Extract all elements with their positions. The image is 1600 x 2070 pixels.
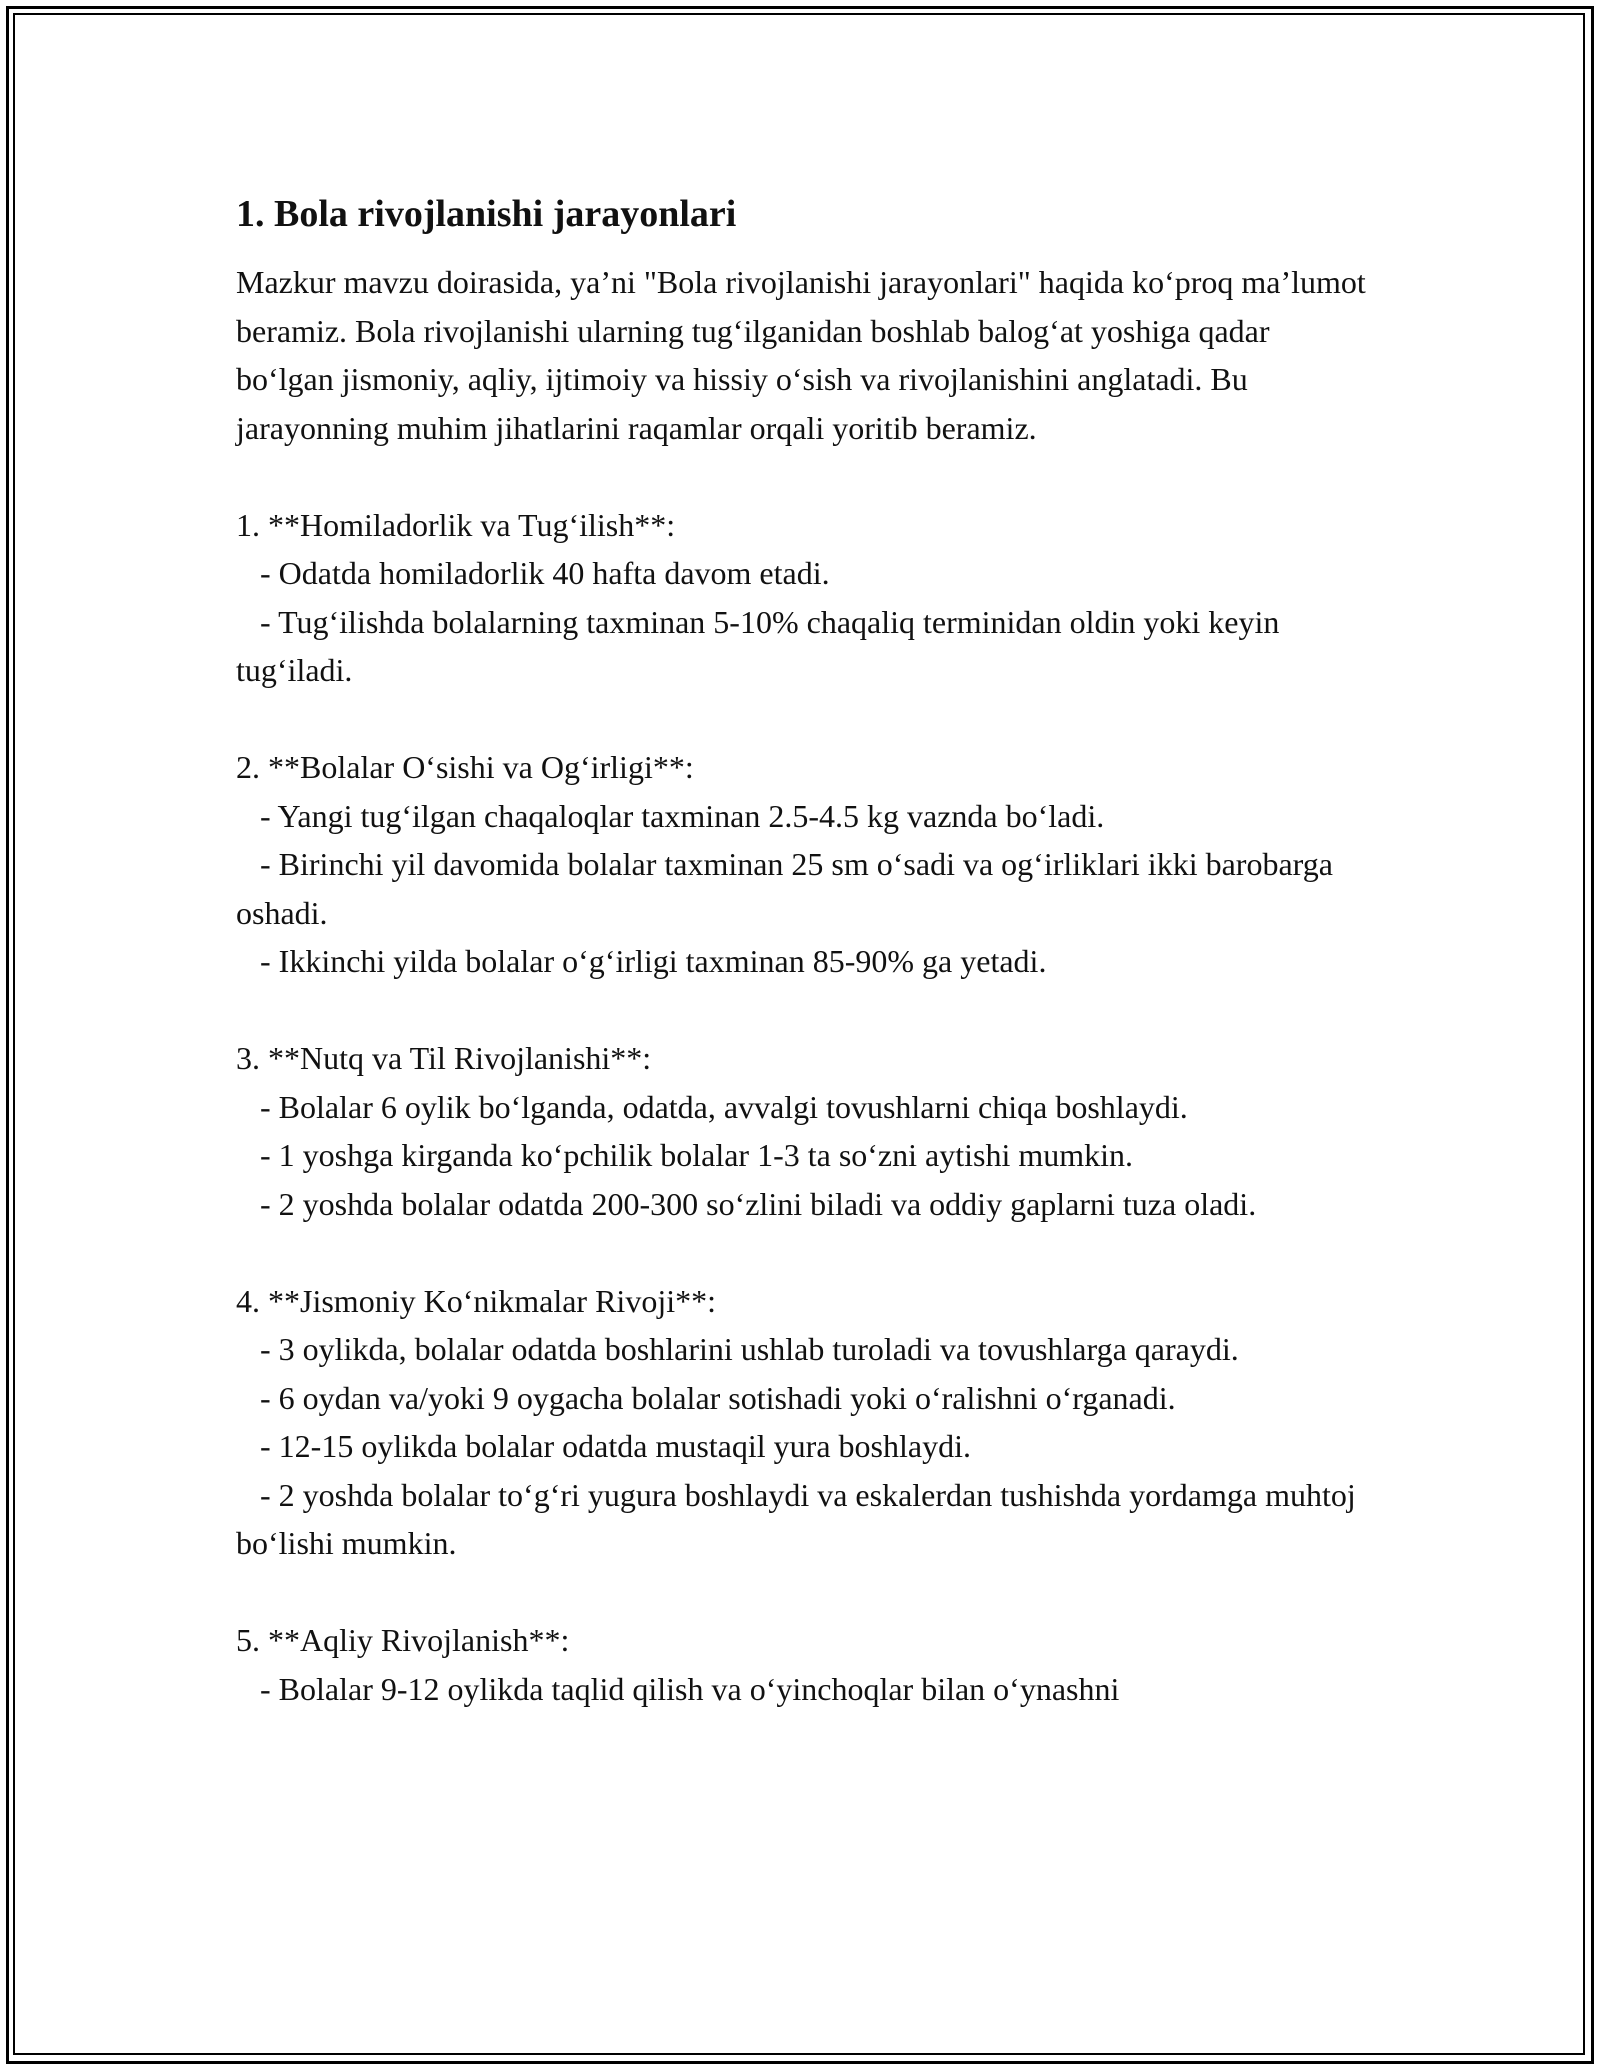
list-item: - Yangi tug‘ilgan chaqaloqlar taxminan 2.5-4.5 kg vaznda bo‘ladi.: [236, 797, 1105, 834]
list-item: - 6 oydan va/yoki 9 oygacha bolalar sotishadi yoki o‘ralishni o‘rganadi.: [236, 1379, 1176, 1416]
spacer: [236, 452, 1366, 501]
spacer: [236, 695, 1366, 744]
section-heading: 5. **Aqliy Rivojlanish**:: [236, 1622, 570, 1658]
section-3: [236, 1034, 1366, 1228]
list-item: - 2 yoshda bolalar odatda 200-300 so‘zlini biladi va oddiy gaplarni tuza oladi.: [236, 1185, 1257, 1222]
spacer: [236, 1228, 1366, 1277]
spacer: [236, 986, 1366, 1035]
document-body: [236, 186, 1366, 1713]
section-heading: 1. **Homiladorlik va Tug‘ilish**:: [236, 506, 676, 543]
list-item: - Birinchi yil davomida bolalar taxminan 25 sm o‘sadi va og‘irliklari ikki barobarga oshadi.: [236, 846, 1333, 931]
intro-paragraph: Mazkur mavzu doirasida, ya’ni "Bola rivojlanishi jarayonlari" haqida ko‘proq ma’lumot beramiz. Bola rivojlanishi ularning tug‘ilganidan boshlab balog‘at yoshiga qadar bo‘lgan jismoniy, aqliy, ijtimoiy va hissiy o‘sish va rivojlanishini anglatadi. Bu jarayonning muhim jihatlarini raqamlar orqali yoritib beramiz.: [236, 264, 1366, 446]
section-1: [236, 501, 1366, 695]
list-item: - Tug‘ilishda bolalarning taxminan 5-10% chaqaliq terminidan oldin yoki keyin tug‘iladi.: [236, 603, 1280, 688]
spacer: [236, 1568, 1366, 1617]
section-2: [236, 743, 1366, 986]
section-heading: 3. **Nutq va Til Rivojlanishi**:: [236, 1040, 652, 1076]
section-heading: 2. **Bolalar O‘sishi va Og‘irligi**:: [236, 749, 694, 785]
list-item: - 12-15 oylikda bolalar odatda mustaqil yura boshlaydi.: [236, 1428, 971, 1464]
section-4: [236, 1277, 1366, 1568]
list-item: - Bolalar 9-12 oylikda taqlid qilish va o‘yinchoqlar bilan o‘ynashni: [236, 1670, 1120, 1707]
list-item: - Odatda homiladorlik 40 hafta davom etadi.: [236, 555, 830, 591]
section-5: [236, 1616, 1366, 1713]
section-heading: 4. **Jismoniy Ko‘nikmalar Rivoji**:: [236, 1282, 716, 1319]
list-item: - 3 oylikda, bolalar odatda boshlarini ushlab turoladi va tovushlarga qaraydi.: [236, 1331, 1239, 1367]
list-item: - Bolalar 6 oylik bo‘lganda, odatda, avvalgi tovushlarni chiqa boshlaydi.: [236, 1088, 1188, 1125]
list-item: - 1 yoshga kirganda ko‘pchilik bolalar 1-3 ta so‘zni aytishi mumkin.: [236, 1137, 1134, 1173]
list-item: - Ikkinchi yilda bolalar o‘g‘irligi taxminan 85-90% ga yetadi.: [236, 943, 1047, 979]
list-item: - 2 yoshda bolalar to‘g‘ri yugura boshlaydi va eskalerdan tushishda yordamga muhtoj bo‘lishi mumkin.: [236, 1476, 1356, 1561]
document-title: 1. Bola rivojlanishi jarayonlari: [236, 193, 737, 235]
